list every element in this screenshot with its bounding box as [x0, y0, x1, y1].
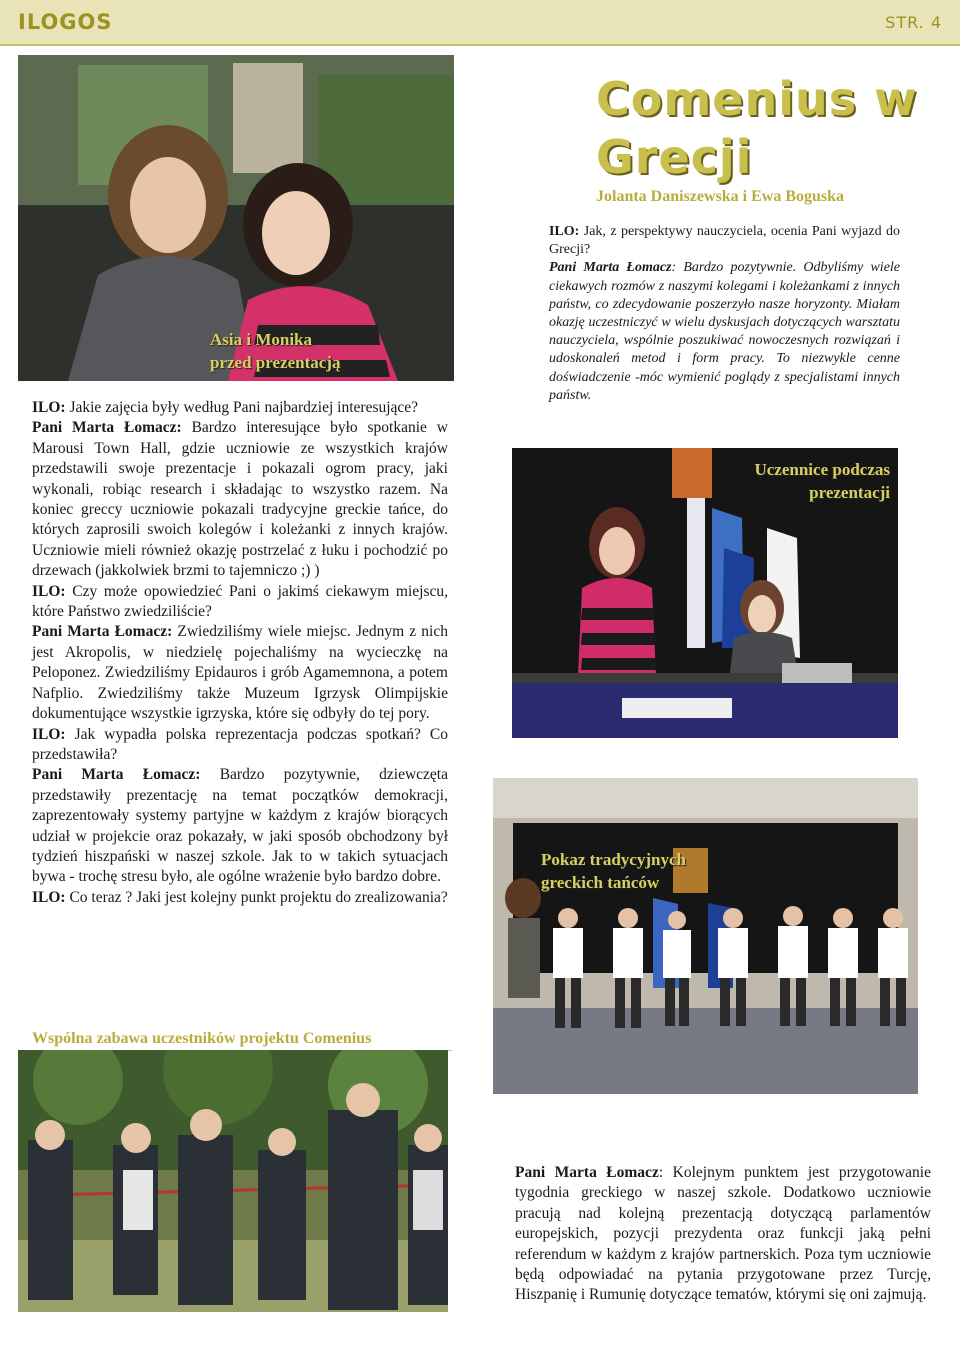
- a1-text: : Bardzo pozytywnie. Odbyliśmy wiele ciekawych rozmów z naszymi kolegami i koleżankami z innych państw, co zdecydowanie poszerzyło nasze horyzonty. Miałam okazję uczestniczyć w wielu dyskusjach dotyczących warsztatu nauczyciela, wspólnie poszukiwać nowoczesnych rozwiązań i udoskonaleń metod i form pracy. To niezwykle cenne doświadczenie -móc wymienić poglądy z specjalistami innych państw.: [549, 260, 901, 403]
- left-q3-text: Jak wypadła polska reprezentacja podczas spotkań? Co przedstawiła?: [32, 725, 448, 763]
- right-interview: [549, 223, 900, 405]
- left-interview: [32, 398, 448, 908]
- article-authors: Jolanta Daniszewska i Ewa Boguska: [596, 188, 845, 205]
- page-number: STR. 4: [885, 13, 942, 32]
- article-title: [596, 70, 946, 186]
- left-q1-label: ILO:: [32, 399, 66, 416]
- photo-outdoor-game: [18, 1050, 448, 1312]
- left-q3-label: ILO:: [32, 725, 66, 743]
- left-q4-text: Co teraz ? Jaki jest kolejny punkt projektu do zrealizowania?: [65, 888, 448, 906]
- q1-label: ILO:: [549, 224, 580, 239]
- left-a3-label: Pani Marta Łomacz:: [32, 766, 201, 784]
- left-q4-label: ILO:: [32, 888, 66, 906]
- bottom-answer: [515, 1163, 931, 1306]
- left-a2-text: Zwiedziliśmy wiele miejsc. Jednym z nich jest Akropolis, w niedzielę pojechaliśmy na wycieczkę na Peloponez. Zwiedziliśmy Epidauros i grób Agamemnona, a potem Nafplio. Zwiedziliśmy także Muzeum Igrzysk Olimpijskie dokumentujące wszystkie igrzyska, które się odbyły do tej pory.: [32, 623, 448, 723]
- bottom-answer-text: : Kolejnym punktem jest przygotowanie tygodnia greckiego w naszej szkole. Dodatkowo uczniowie pracują nad kolejną prezentacją dotyczącą parlamentów europejskich, pozycji prezydenta oraz funkcji jaką pełni referendum w każdym z krajów partnerskich. Poza tym uczniowie będą odpowiadać na pytania przygotowane przez Turcję, Hiszpanię i Rumunię dotyczące tematów, którymi się oni zajmują.: [515, 1164, 931, 1304]
- photo2-caption-line1: Uczennice podczas: [754, 460, 890, 479]
- title-line-1: Comenius w: [596, 72, 918, 126]
- photo4-caption: Wspólna zabawa uczestników projektu Comenius: [32, 1030, 372, 1047]
- q1-text: Jak, z perspektywy nauczyciela, ocenia Pani wyjazd do Grecji?: [549, 224, 900, 258]
- photo-greek-dance: [493, 778, 918, 1094]
- left-q2-text: Czy może opowiedzieć Pani o jakimś ciekawym miejscu, które Państwo zwiedziliście?: [32, 582, 448, 621]
- bottom-answer-label: Pani Marta Łomacz: [515, 1164, 659, 1181]
- magazine-name: ILOGOS: [18, 10, 113, 34]
- left-q1-text: Jakie zajęcia były według Pani najbardziej interesujące?: [65, 399, 419, 416]
- page-header: [0, 0, 960, 46]
- left-q2-label: ILO:: [32, 582, 66, 600]
- photo3-caption-line1: Pokaz tradycyjnych: [541, 850, 686, 869]
- photo3-caption-line2: greckich tańców: [541, 873, 660, 892]
- photo1-caption-line2: przed prezentacją: [210, 353, 341, 372]
- photo1-caption-line1: Asia i Monika: [210, 330, 313, 349]
- left-a3-text: Bardzo pozytywnie, dziewczęta przedstawiły prezentację na temat początków demokracji, zaprezentowały systemy partyjne w każdym z krajów biorących udział w projekcie oraz pokazały, w jaki sposób obchodzony był tydzień hiszpański w naszej szkole. Jak to w takich sytuacjach bywa - trochę stresu było, ale ogólne wrażenie było bardzo dobre.: [32, 766, 448, 886]
- a1-label: Pani Marta Łomacz: [549, 260, 672, 276]
- left-a1-text: Bardzo interesujące było spotkanie w Marousi Town Hall, gdzie uczniowie ze wszystkich krajów przedstawili swoje prezentacje i pokazali ogrom pracy, jaki wykonali, robiąc research i składając to wszystko razem. Na koniec greccy uczniowie pokazali tradycyjne greckie tańce, do których zaprosili swoich kolegów i koleżanki z innych krajów. Uczniowie mieli również okazję postrzelać z łuku i pochodzić po drzewach (jakkolwiek brzmi to tajemniczo ;) ): [32, 419, 448, 580]
- title-line-2: Grecji: [596, 130, 753, 184]
- left-a1-label: Pani Marta Łomacz:: [32, 419, 182, 437]
- left-a2-label: Pani Marta Łomacz:: [32, 623, 173, 641]
- photo2-caption-line2: prezentacji: [809, 483, 890, 502]
